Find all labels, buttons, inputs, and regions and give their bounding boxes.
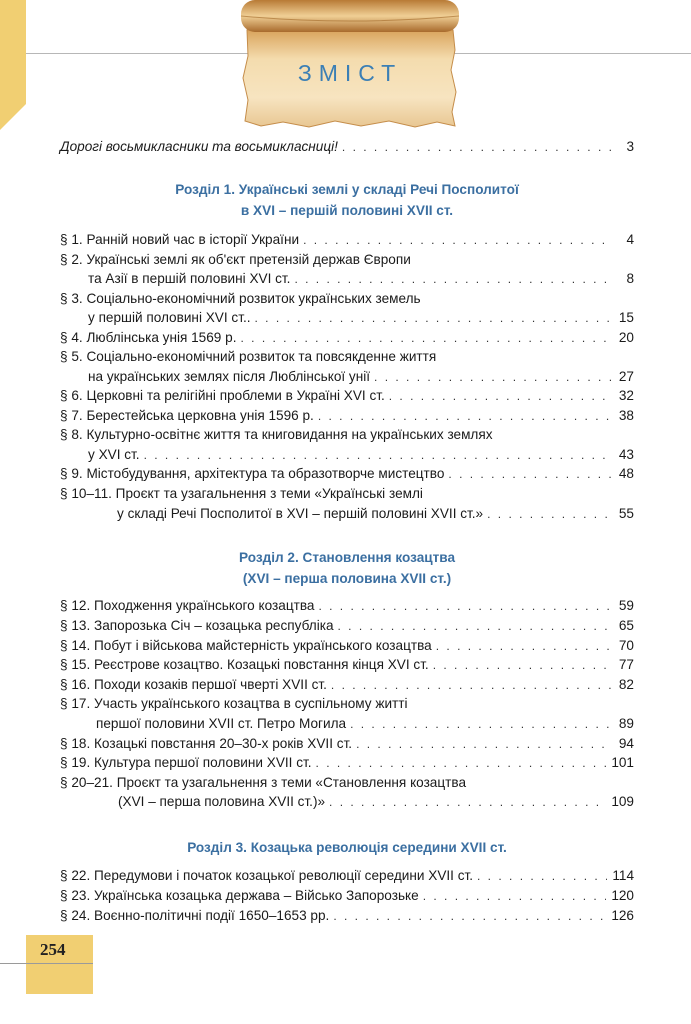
page-number: 254 [40,940,66,959]
toc-entry-continuation: першої половини XVII ст. Петро Могила [96,716,347,731]
toc-page-number: 82 [618,677,634,692]
toc-page-number: 70 [618,638,634,653]
toc-page-number: 120 [611,888,634,903]
toc-entry[interactable] [60,866,634,886]
toc-page-number: 20 [618,330,634,345]
toc-entry[interactable] [96,714,634,734]
section-heading-3 [60,837,634,858]
section-heading-line: в XVI – першій половині XVII ст. [240,203,454,218]
toc-entry[interactable] [60,596,634,616]
toc-entry-title: § 7. Берестейська церковна унія 1596 р. [60,408,314,423]
toc-entry-title-line: § 8. Культурно-освітнє життя та книговидання на українських землях [60,427,493,442]
toc-entry[interactable] [60,464,634,484]
dot-leader [294,269,611,289]
dot-leader [240,328,611,348]
toc-page-number: 43 [618,447,634,462]
dot-leader [318,406,611,426]
toc-page-number: 126 [611,908,634,923]
dot-leader [144,445,611,465]
toc-entry-title-line: § 5. Соціально-економічний розвиток та повсякденне життя [60,349,437,364]
toc-entry-title: § 14. Побут і військова майстерність українського козацтва [60,638,432,653]
toc-page-number: 48 [618,466,634,481]
toc-entry[interactable] [60,655,634,675]
toc-page-number: 27 [618,369,634,384]
toc-entry[interactable] [88,269,634,289]
dot-leader [487,504,611,524]
toc-entry-continuation: (XVI – перша половина XVII ст.)» [118,794,326,809]
toc-entry-continuation: у першій половині XVI ст.. [88,310,251,325]
toc-page-number: 101 [611,755,634,770]
dot-leader [329,792,606,812]
toc-entry-title-line: § 17. Участь українського козацтва в суспільному житті [60,696,408,711]
dot-leader [350,714,611,734]
toc-entry-title-line: § 20–21. Проєкт та узагальнення з теми «Становлення козацтва [60,775,467,790]
toc-entry[interactable] [60,636,634,656]
section-heading-1 [60,179,634,221]
toc-page-number: 94 [618,736,634,751]
toc-entry-intro[interactable] [60,137,634,157]
toc-page-number: 4 [626,232,634,247]
toc-entry-title: § 13. Запорозька Січ – козацька республіка [60,618,334,633]
toc-entry-continuation: на українських землях після Люблінської унії [88,369,371,384]
toc-entry-title: Дорогі восьмикласники та восьмикласниці! [60,139,338,154]
toc-entry[interactable] [60,753,634,773]
toc-entry-title-line: § 2. Українські землі як об'єкт претензій держав Європи [60,252,411,267]
toc-entry-title: § 24. Воєнно-політичні події 1650–1653 рр. [60,908,330,923]
toc-entry-title: § 19. Культура першої половини XVII ст. [60,755,312,770]
toc-page-number: 89 [618,716,634,731]
toc-entry-continuation: та Азії в першій половині XVI ст. [88,271,291,286]
dot-leader [374,367,611,387]
dot-leader [448,464,611,484]
dot-leader [423,886,607,906]
toc-entry-title: § 4. Люблінська унія 1569 р. [60,330,237,345]
footer-rule [0,963,26,964]
toc-entry-title: § 16. Походи козаків першої чверті XVII ст. [60,677,327,692]
toc-entry-title-line: § 3. Соціально-економічний розвиток українських земель [60,291,421,306]
corner-tab-decoration [0,0,26,104]
toc-entry[interactable] [60,328,634,348]
dot-leader [316,753,607,773]
toc-page-number: 59 [618,598,634,613]
toc-entry[interactable] [60,886,634,906]
dot-leader [477,866,607,886]
toc-page-number: 15 [618,310,634,325]
dot-leader [318,596,611,616]
toc-page-number: 38 [618,408,634,423]
dot-leader [433,655,611,675]
section-heading-line: Розділ 1. Українські землі у складі Речі Посполитої [175,182,519,197]
toc-entry[interactable] [60,675,634,695]
section-heading-line: (XVI – перша половина XVII ст.) [242,571,452,586]
dot-leader [436,636,611,656]
toc-entry[interactable] [60,386,634,406]
page-title: ЗМІСТ [297,60,403,86]
toc-entry[interactable] [88,445,634,465]
toc-entry[interactable] [88,308,634,328]
corner-fold-decoration [0,104,26,130]
dot-leader [303,230,611,250]
toc-page-number: 77 [618,657,634,672]
toc-entry-title: § 18. Козацькі повстання 20–30-х років XVII ст. [60,736,353,751]
toc-entry[interactable] [60,734,634,754]
toc-entry-title: § 15. Реєстрове козацтво. Козацькі повстання кінця XVI ст. [60,657,429,672]
toc-page-number: 114 [612,868,634,883]
toc-page-number: 3 [626,139,634,154]
toc-entry-title: § 1. Ранній новий час в історії України [60,232,300,247]
section-heading-2 [60,547,634,589]
dot-leader [356,734,611,754]
section-heading-line: Розділ 3. Козацька революція середини XVII ст. [187,840,507,855]
toc-page-number: 55 [618,506,634,521]
dot-leader [338,616,611,636]
dot-leader [255,308,612,328]
toc-page-number: 32 [618,388,634,403]
toc-entry-continuation: у XVI ст. [88,447,140,462]
toc-entry[interactable] [117,504,634,524]
footer-rule [26,963,93,964]
toc-entry[interactable] [60,230,634,250]
toc-entry[interactable] [118,792,634,812]
toc-entry[interactable] [60,406,634,426]
toc-page-number: 8 [626,271,634,286]
toc-entry-title: § 22. Передумови і початок козацької революції середини XVII ст. [60,868,474,883]
toc-entry[interactable] [88,367,634,387]
toc-entry-title: § 23. Українська козацька держава – Військо Запорозьке [60,888,419,903]
dot-leader [333,906,606,926]
toc-entry-title: § 12. Походження українського козацтва [60,598,315,613]
toc-entry-title: § 9. Містобудування, архітектура та образотворче мистецтво [60,466,445,481]
toc-entry[interactable] [60,616,634,636]
toc-entry-title: § 6. Церковні та релігійні проблеми в Україні XVI ст. [60,388,385,403]
dot-leader [331,675,611,695]
toc-entry-continuation: у складі Речі Посполитої в XVI – першій половині XVII ст.» [117,506,484,521]
toc-entry[interactable] [60,906,634,926]
toc-entry-title-line: § 10–11. Проєкт та узагальнення з теми «Українські землі [60,486,423,501]
toc-page-number: 109 [611,794,634,809]
dot-leader [389,386,611,406]
section-heading-line: Розділ 2. Становлення козацтва [238,550,456,565]
dot-leader [342,137,611,157]
toc-page-number: 65 [618,618,634,633]
